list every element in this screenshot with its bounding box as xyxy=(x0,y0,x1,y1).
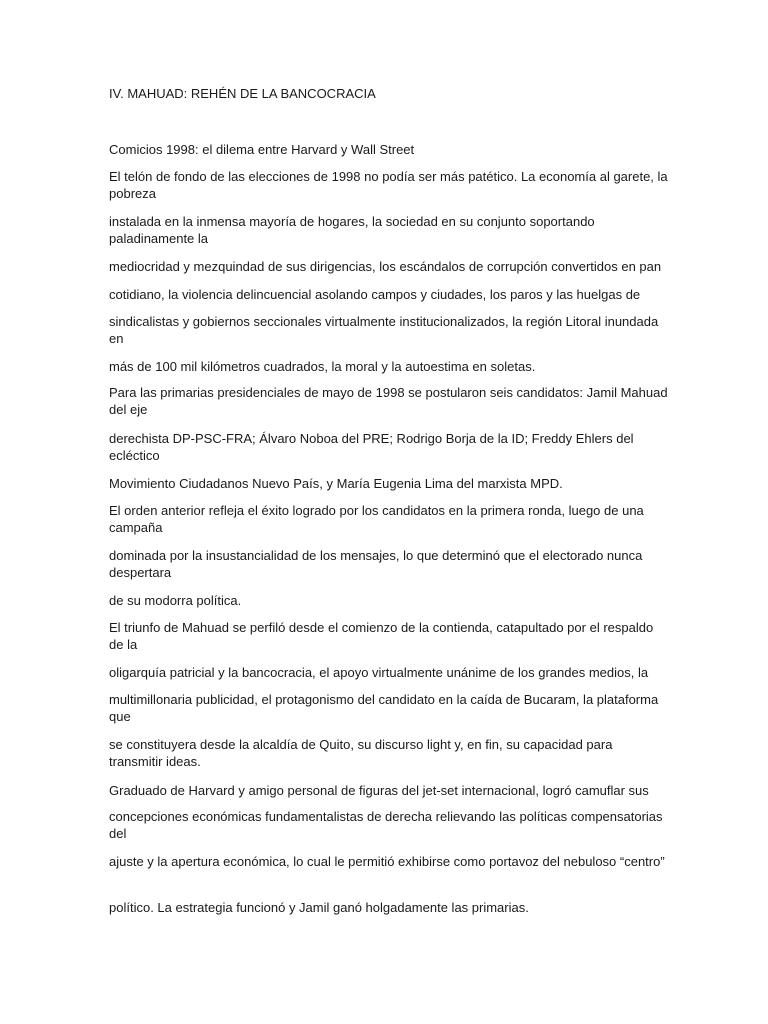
text-line: derechista DP-PSC-FRA; Álvaro Noboa del PRE; Rodrigo Borja de la ID; Freddy Ehlers del ecléctico xyxy=(109,431,634,463)
text-line: Movimiento Ciudadanos Nuevo País, y María Eugenia Lima del marxista MPD. xyxy=(109,476,563,491)
text-line: concepciones económicas fundamentalistas de derecha relievando las políticas compensatorias del xyxy=(109,809,663,841)
text-line: se constituyera desde la alcaldía de Quito, su discurso light y, en fin, su capacidad para transmitir ideas. xyxy=(109,737,613,769)
text-line: mediocridad y mezquindad de sus dirigencias, los escándalos de corrupción convertidos en pan xyxy=(109,259,662,274)
text-line: El triunfo de Mahuad se perfiló desde el comienzo de la contienda, catapultado por el respaldo de la xyxy=(109,620,654,652)
text-line: cotidiano, la violencia delincuencial asolando campos y ciudades, los paros y las huelgas de xyxy=(109,287,641,302)
text-line: Para las primarias presidenciales de mayo de 1998 se postularon seis candidatos: Jamil Mahuad del eje xyxy=(109,385,668,417)
text-line: político. La estrategia funcionó y Jamil ganó holgadamente las primarias. xyxy=(109,900,529,915)
text-line: de su modorra política. xyxy=(109,593,242,608)
text-line: más de 100 mil kilómetros cuadrados, la moral y la autoestima en soletas. xyxy=(109,359,536,374)
text-line: multimillonaria publicidad, el protagonismo del candidato en la caída de Bucaram, la plataforma que xyxy=(109,692,659,724)
text-line: ajuste y la apertura económica, lo cual le permitió exhibirse como portavoz del nebuloso “centro” xyxy=(109,854,665,869)
text-line: Graduado de Harvard y amigo personal de figuras del jet-set internacional, logró camuflar sus xyxy=(109,783,649,798)
section-subtitle: Comicios 1998: el dilema entre Harvard y Wall Street xyxy=(109,142,415,157)
chapter-heading: IV. MAHUAD: REHÉN DE LA BANCOCRACIA xyxy=(109,86,376,101)
text-line: instalada en la inmensa mayoría de hogares, la sociedad en su conjunto soportando paladinamente la xyxy=(109,214,595,246)
text-line: dominada por la insustancialidad de los mensajes, lo que determinó que el electorado nunca despertara xyxy=(109,548,643,580)
text-line: El orden anterior refleja el éxito logrado por los candidatos en la primera ronda, luego de una campaña xyxy=(109,503,644,535)
text-line: El telón de fondo de las elecciones de 1998 no podía ser más patético. La economía al garete, la pobreza xyxy=(109,169,668,201)
text-line: sindicalistas y gobiernos seccionales virtualmente institucionalizados, la región Litoral inundada en xyxy=(109,314,659,346)
text-line: oligarquía patricial y la bancocracia, el apoyo virtualmente unánime de los grandes medios, la xyxy=(109,665,649,680)
